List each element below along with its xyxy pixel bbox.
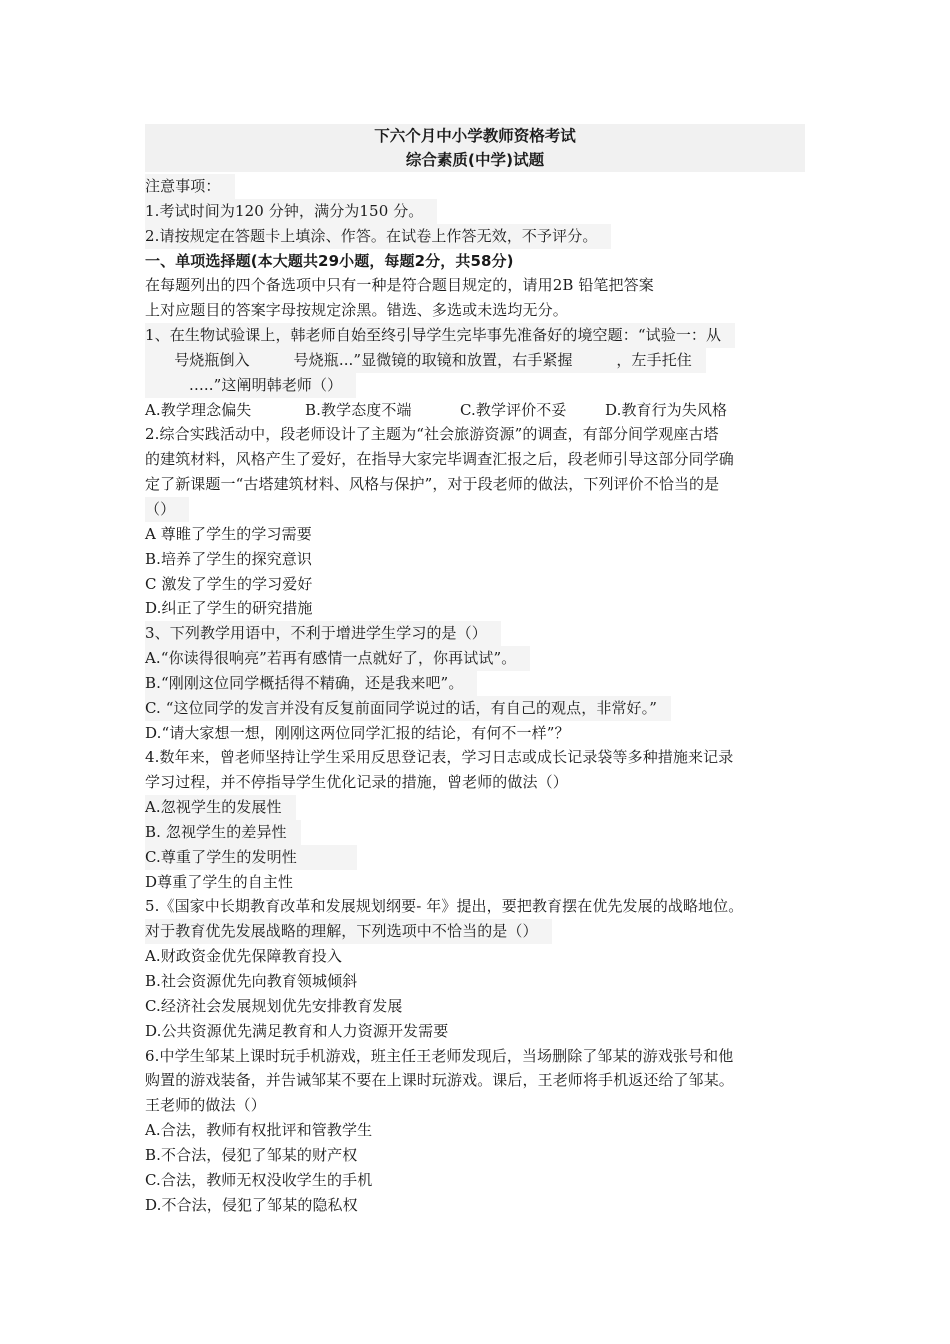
option-c: C.教学评价不妥 <box>460 400 567 419</box>
option-d: D.“请大家想一想，刚刚这两位同学汇报的结论，有何不一样”？ <box>145 723 570 742</box>
option-a: A.“你读得很响亮”若再有感情一点就好了，你再试试”。 <box>145 646 815 671</box>
exam-content <box>145 124 815 1217</box>
option-d: D.公共资源优先满足教育和人力资源开发需要 <box>145 1021 449 1040</box>
option-b: B. 忽视学生的差异性 <box>145 820 815 845</box>
question-5-text: 5.《国家中长期教育改革和发展规划纲要- 年》提出，要把教育摆在优先发展的战略地位。 <box>145 897 744 916</box>
option-d: D.教育行为失风格 <box>605 400 728 419</box>
title-block <box>145 124 805 172</box>
question-1-options <box>145 398 815 423</box>
exam-subtitle: 综合素质(中学)试题 <box>405 151 545 169</box>
question-2-text: （） <box>145 497 815 522</box>
question-6-text: 购置的游戏装备，并告诫邹某不要在上课时玩游戏。课后，王老师将手机返还给了邹某。 <box>145 1071 734 1090</box>
option-d: D.不合法，侵犯了邹某的隐私权 <box>145 1195 358 1214</box>
question-1-text: 1、在生物试验课上，韩老师自始至终引导学生完毕事先准备好的境空题：“试验一：从 <box>145 323 815 348</box>
option-b: B.不合法，侵犯了邹某的财产权 <box>145 1145 358 1164</box>
section-heading: 一、单项选择题(本大题共29小题，每题2分，共58分) <box>145 251 514 270</box>
question-2-text: 的建筑材料，风格产生了爱好，在指导大家完毕调查汇报之后，段老师引导这部分同学确 <box>145 450 734 469</box>
question-4-text: 4.数年来，曾老师坚持让学生采用反思登记表，学习日志或成长记录袋等多种措施来记录 <box>145 748 734 767</box>
option-b: B.教学态度不端 <box>305 400 412 419</box>
instruction-line: 在每题列出的四个备选项中只有一种是符合题目规定的，请用2B 铅笔把答案 <box>145 276 654 295</box>
option-c: C. “这位同学的发言并没有反复前面同学说过的话，有自己的观点，非常好。” <box>145 696 815 721</box>
option-c: C.经济社会发展规划优先安排教育发展 <box>145 996 403 1015</box>
option-b: B.社会资源优先向教育领城倾斜 <box>145 972 358 990</box>
question-6-text: 王老师的做法（） <box>145 1096 266 1115</box>
option-a: A.忽视学生的发展性 <box>145 795 815 820</box>
option-a: A.教学理念偏失 <box>145 400 252 419</box>
option-d: D尊重了学生的自主性 <box>145 872 294 891</box>
instruction-line: 上对应题目的答案字母按规定涂黑。错选、多选或未选均无分。 <box>145 301 568 320</box>
option-c: C.合法，教师无权没收学生的手机 <box>145 1170 373 1189</box>
exam-title: 下六个月中小学教师资格考试 <box>374 127 576 145</box>
question-2-text: 2.综合实践活动中，段老师设计了主题为“社会旅游资源”的调查，有部分间学观座古塔 <box>145 425 719 444</box>
question-6-text: 6.中学生邹某上课时玩手机游戏，班主任王老师发现后，当场删除了邹某的游戏张号和他 <box>145 1046 734 1065</box>
question-2-text: 定了新课题一“古塔建筑材料、风格与保护”，对于段老师的做法，下列评价不恰当的是 <box>145 475 720 494</box>
question-1-text: …..”这阐明韩老师（） <box>145 373 815 398</box>
option-a: A.合法，教师有权批评和管教学生 <box>145 1121 373 1140</box>
option-c: C.尊重了学生的发明性 <box>145 845 815 870</box>
option-c: C 激发了学生的学习爱好 <box>145 574 313 593</box>
option-a: A.财政资金优先保障教育投入 <box>145 947 343 966</box>
notice-item: 1.考试时间为120 分钟，满分为150 分。 <box>145 199 815 224</box>
option-b: B.“刚刚这位同学概括得不精确，还是我来吧”。 <box>145 671 815 696</box>
question-1-text: 号烧瓶倒入 号烧瓶...”显微镜的取镜和放置，右手紧握 ，左手托住 <box>145 348 815 373</box>
option-a: A 尊睢了学生的学习需要 <box>145 524 312 543</box>
notice-heading: 注意事项： <box>145 174 815 199</box>
option-d: D.纠正了学生的研究措施 <box>145 599 313 618</box>
notice-item: 2.请按规定在答题卡上填涂、作答。在试卷上作答无效，不予评分。 <box>145 224 815 249</box>
question-4-text: 学习过程，并不停指导学生优化记录的措施，曾老师的做法（） <box>145 773 568 792</box>
option-b: B.培养了学生的探究意识 <box>145 549 312 568</box>
question-5-text: 对于教育优先发展战略的理解，下列选项中不恰当的是（） <box>145 919 815 944</box>
question-3-text: 3、下列教学用语中，不利于增进学生学习的是（） <box>145 621 815 646</box>
